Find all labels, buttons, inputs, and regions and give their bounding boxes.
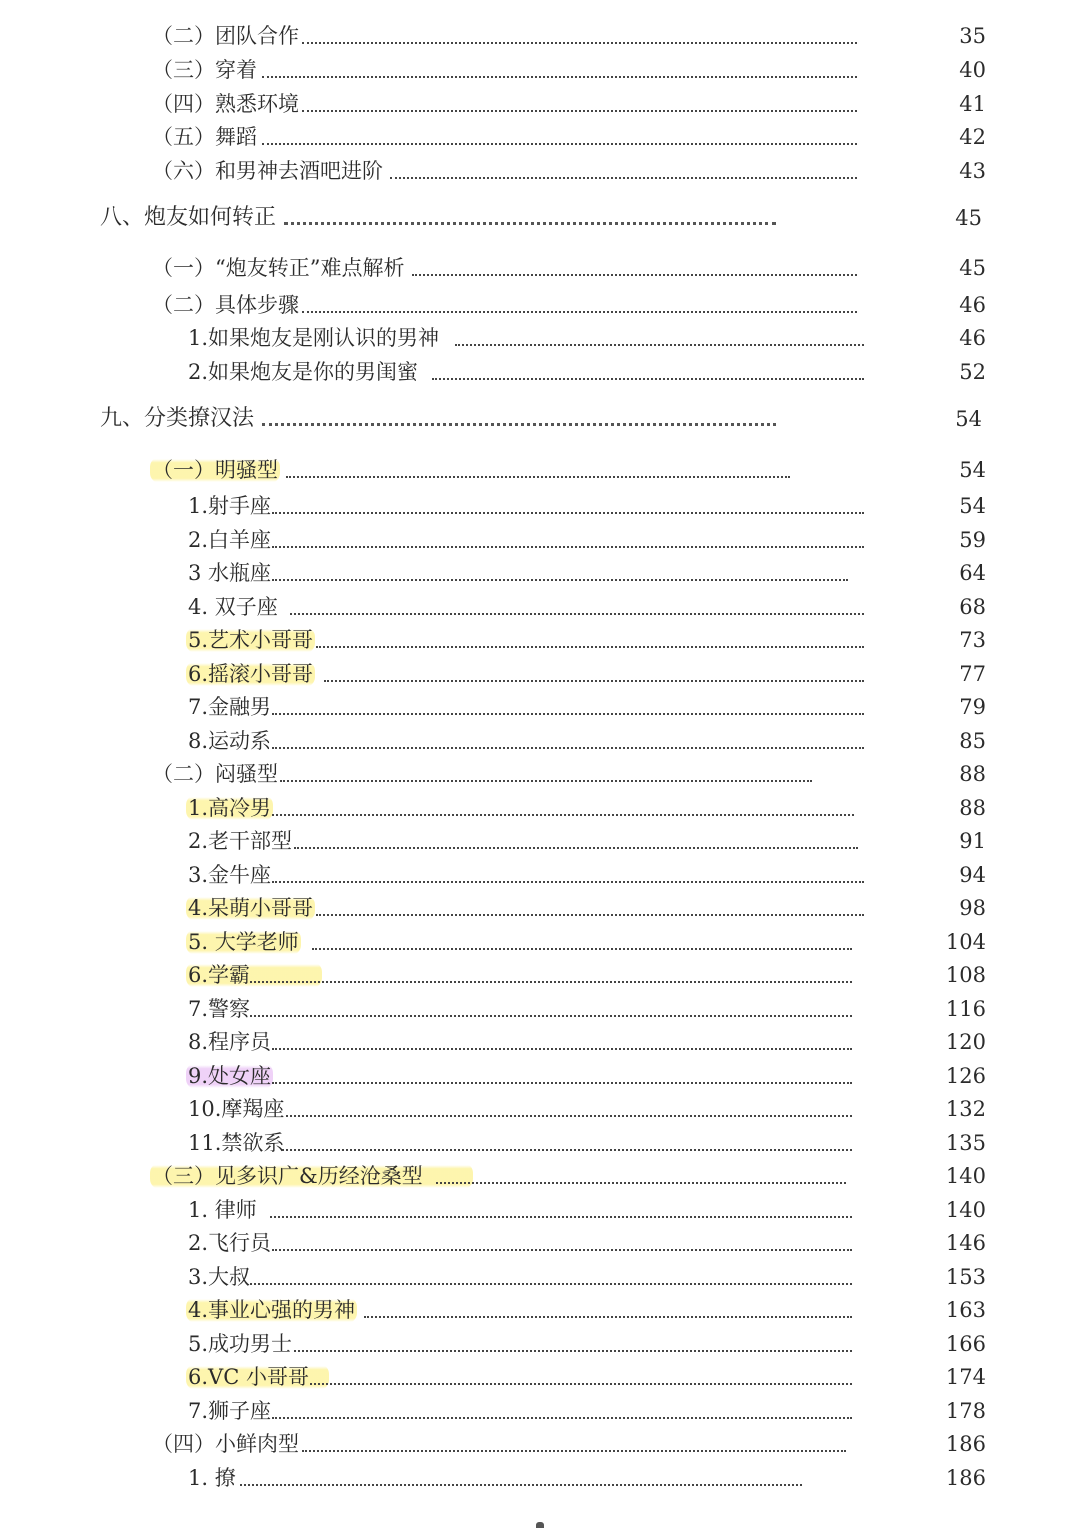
toc-entry [0,525,1080,555]
toc-entry-label: 2.飞行员 [188,1231,272,1255]
toc-entry-label: 6.学霸 [186,962,322,988]
toc-entry-page: 64 [959,561,986,585]
dot-leader [272,579,848,581]
toc-entry-page: 85 [959,729,986,753]
toc-entry [0,759,1080,789]
toc-entry-page: 79 [959,695,986,719]
toc-entry [0,1027,1080,1057]
toc-entry-label: （一）“炮友转正”难点解析 [152,256,405,280]
toc-entry-label: 1.如果炮友是刚认识的男神 [188,326,440,350]
dot-leader [390,177,857,179]
toc-chapter [0,203,1080,233]
toc-entry-page: 153 [945,1265,986,1289]
toc-entry [0,793,1080,823]
toc-entry [0,290,1080,320]
toc-entry-label: 2.如果炮友是你的男闺蜜 [188,360,419,384]
toc-entry [0,893,1080,923]
dot-leader [302,1450,846,1452]
toc-entry-label: （四）小鲜肉型 [152,1432,299,1456]
toc-entry-label: 4.事业心强的男神 [188,1298,356,1322]
dot-leader [272,1249,852,1251]
toc-entry-label: 2.白羊座 [188,528,272,552]
toc-entry [0,692,1080,722]
dot-leader [364,1316,852,1318]
dot-leader [294,1350,852,1352]
toc-entry-label: （二）闷骚型 [152,762,278,786]
toc-entry-page: 59 [959,528,986,552]
toc-entry-page: 73 [959,628,986,652]
dot-leader [250,1015,852,1017]
toc-entry [0,491,1080,521]
toc-entry-label: （二）团队合作 [152,24,299,48]
dot-leader [310,1383,852,1385]
toc-entry-page: 186 [945,1432,986,1456]
toc-entry-page: 77 [959,662,986,686]
toc-entry [0,253,1080,283]
toc-entry [0,1329,1080,1359]
dot-leader [286,476,790,478]
toc-entry [0,1195,1080,1225]
toc-entry [0,357,1080,387]
toc-entry-page: 140 [945,1164,986,1188]
dot-leader [272,747,864,749]
dot-leader [294,847,858,849]
dot-leader [272,881,864,883]
page-number-fragment [536,1522,544,1528]
toc-entry-page: 46 [959,326,986,350]
toc-entry-page: 132 [945,1097,986,1121]
dot-leader [324,680,864,682]
dot-leader [316,914,864,916]
toc-entry [0,1262,1080,1292]
dot-leader [272,546,864,548]
toc-entry-label: （六）和男神去酒吧进阶 [152,159,383,183]
dot-leader [316,646,864,648]
dot-leader [262,143,857,145]
dot-leader [284,222,776,225]
dot-leader [272,1417,852,1419]
toc-entry [0,1061,1080,1091]
toc-entry [0,1429,1080,1459]
toc-entry-page: 54 [959,494,986,518]
dot-leader [282,1149,852,1151]
toc-entry-label: 6.VC 小哥哥 [186,1364,329,1390]
toc-entry-page: 68 [959,595,986,619]
dot-leader [302,42,857,44]
toc-entry [0,558,1080,588]
toc-entry-label: 8.程序员 [188,1030,272,1054]
toc-entry-label: 5. 大学老师 [188,930,299,954]
toc-entry-page: 43 [959,159,986,183]
toc-entry [0,592,1080,622]
toc-entry-label: 2.老干部型 [188,829,293,853]
toc-entry [0,1295,1080,1325]
toc-entry [0,927,1080,957]
toc-entry-label: 八、炮友如何转正 [100,205,277,230]
toc-entry-label: （一）明骚型 [152,458,278,482]
dot-leader [302,311,857,313]
toc-entry-page: 88 [959,796,986,820]
toc-entry-page: 126 [945,1064,986,1088]
toc-entry-page: 40 [959,58,986,82]
toc-entry [0,826,1080,856]
toc-entry-label: 3.大叔 [188,1265,251,1289]
toc-entry-label: 9.处女座 [188,1064,272,1088]
toc-entry [0,21,1080,51]
dot-leader [250,1283,852,1285]
toc-entry [0,89,1080,119]
dot-leader [272,1082,852,1084]
toc-entry-page: 35 [959,24,986,48]
toc-entry-page: 104 [945,930,986,954]
toc-entry-page: 174 [945,1365,986,1389]
toc-entry-page: 135 [945,1131,986,1155]
toc-entry-label: 4.呆萌小哥哥 [188,896,314,920]
toc-entry-page: 52 [959,360,986,384]
toc-entry-page: 120 [945,1030,986,1054]
toc-entry-page: 166 [945,1332,986,1356]
toc-entry [0,659,1080,689]
toc-entry-label: 5.艺术小哥哥 [188,628,314,652]
toc-entry [0,1228,1080,1258]
toc-entry-page: 91 [959,829,986,853]
toc-entry-label: 11.禁欲系 [188,1131,285,1155]
toc-entry-page: 46 [959,293,986,317]
toc-entry-label: （五）舞蹈 [152,125,257,149]
toc-entry-page: 45 [955,206,982,230]
toc-entry-page: 186 [945,1466,986,1490]
toc-entry-page: 116 [945,997,986,1021]
toc-entry [0,122,1080,152]
toc-entry-label: 6.摇滚小哥哥 [188,662,314,686]
toc-entry-label: 3 水瓶座 [188,561,272,585]
toc-entry-page: 54 [955,407,982,431]
dot-leader [262,423,776,426]
toc-entry-page: 163 [945,1298,986,1322]
dot-leader [262,76,857,78]
toc-entry-label: 5.成功男士 [188,1332,293,1356]
toc-entry [0,994,1080,1024]
toc-entry-label: 3.金牛座 [188,863,272,887]
dot-leader [412,274,857,276]
toc-entry-page: 146 [945,1231,986,1255]
dot-leader [432,378,864,380]
toc-entry-label: （二）具体步骤 [152,293,299,317]
toc-entry-label: （四）熟悉环境 [152,92,299,116]
toc-entry-label: 7.狮子座 [188,1399,272,1423]
toc-entry-label: 1. 律师 [188,1198,257,1222]
dot-leader [272,713,864,715]
toc-entry [0,1396,1080,1426]
toc-entry [0,156,1080,186]
toc-entry-label: （三）见多识广&历经沧桑型 [150,1163,473,1189]
toc-entry [0,1094,1080,1124]
toc-entry-label: 九、分类撩汉法 [100,406,255,431]
toc-entry-page: 88 [959,762,986,786]
toc-entry-page: 94 [959,863,986,887]
dot-leader [302,110,857,112]
toc-entry-page: 108 [945,963,986,987]
dot-leader [280,780,812,782]
toc-chapter [0,404,1080,434]
toc-entry [0,1161,1080,1191]
toc-entry-page: 140 [945,1198,986,1222]
toc-entry-label: （三）穿着 [152,58,257,82]
dot-leader [250,981,852,983]
toc-entry [0,455,1080,485]
toc-entry [0,1362,1080,1392]
dot-leader [272,512,864,514]
toc-entry [0,960,1080,990]
toc-entry [0,55,1080,85]
toc-entry [0,1128,1080,1158]
toc-entry [0,860,1080,890]
toc-entry-label: 1.高冷男 [188,796,272,820]
toc-entry [0,726,1080,756]
toc-entry-page: 42 [959,125,986,149]
toc-entry-label: 8.运动系 [188,729,272,753]
toc-entry-label: 7.金融男 [188,695,272,719]
toc-entry-label: 4. 双子座 [188,595,278,619]
toc-entry-page: 98 [959,896,986,920]
dot-leader [272,1048,852,1050]
toc-entry [0,625,1080,655]
dot-leader [286,1115,852,1117]
dot-leader [270,1216,852,1218]
toc-entry-label: 1.射手座 [188,494,272,518]
toc-entry-page: 41 [959,92,986,116]
dot-leader [312,948,852,950]
dot-leader [455,344,864,346]
toc-entry-page: 45 [959,256,986,280]
toc-entry [0,323,1080,353]
dot-leader [290,613,864,615]
toc-entry-label: 7.警察 [188,997,251,1021]
dot-leader [436,1182,846,1184]
dot-leader [272,814,854,816]
dot-leader [240,1484,802,1486]
toc-entry-page: 54 [959,458,986,482]
toc-entry [0,1463,1080,1493]
toc-entry-label: 10.摩羯座 [188,1097,285,1121]
toc-entry-page: 178 [945,1399,986,1423]
toc-entry-label: 1. 撩 [188,1466,236,1490]
